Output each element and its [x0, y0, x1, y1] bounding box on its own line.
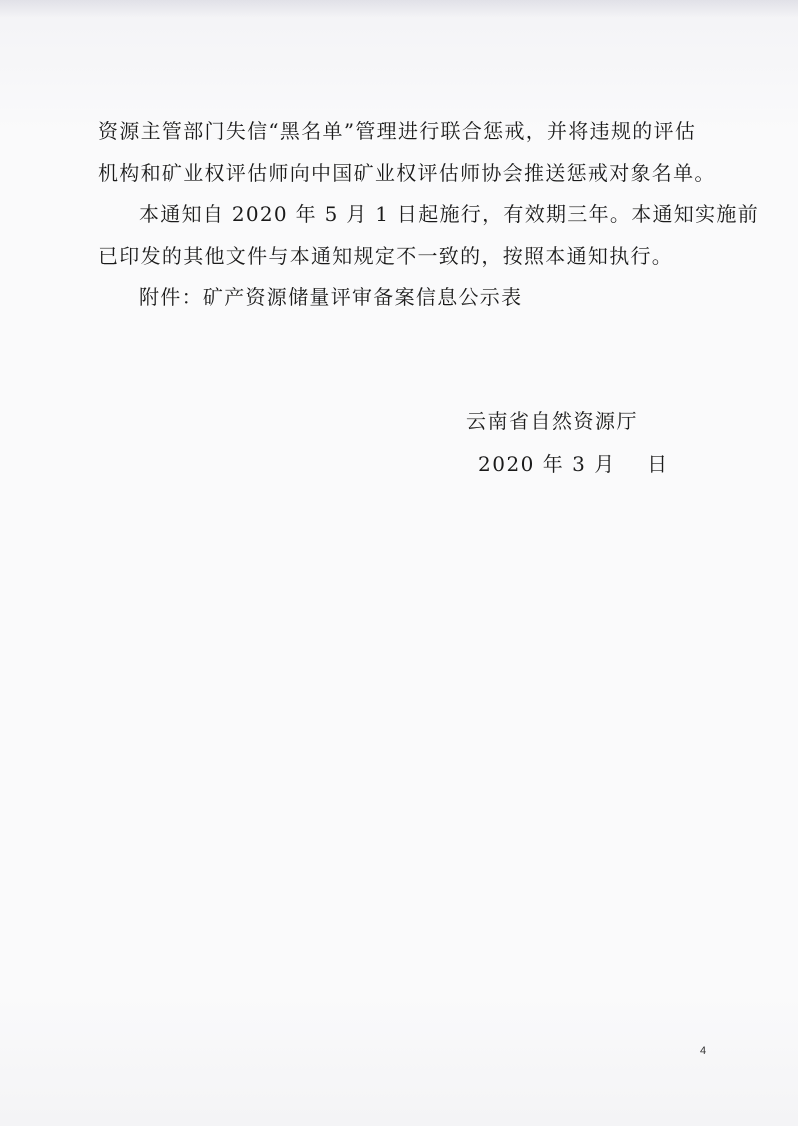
signature-date: 2020 年 3 月 日 [478, 452, 669, 476]
paragraph-line-1: 资源主管部门失信“黑名单”管理进行联合惩戒，并将违规的评估 [98, 119, 697, 143]
paragraph-line-4: 已印发的其他文件与本通知规定不一致的，按照本通知执行。 [98, 244, 674, 268]
page-number: 4 [700, 1045, 707, 1057]
attachment-line: 附件：矿产资源储量评审备案信息公示表 [139, 285, 523, 309]
paragraph-line-3: 本通知自 2020 年 5 月 1 日起施行，有效期三年。本通知实施前 [139, 202, 759, 226]
paragraph-line-2: 机构和矿业权评估师向中国矿业权评估师协会推送惩戒对象名单。 [98, 161, 716, 185]
signature-organization: 云南省自然资源厅 [466, 409, 638, 433]
scan-edge-shading [0, 0, 798, 18]
